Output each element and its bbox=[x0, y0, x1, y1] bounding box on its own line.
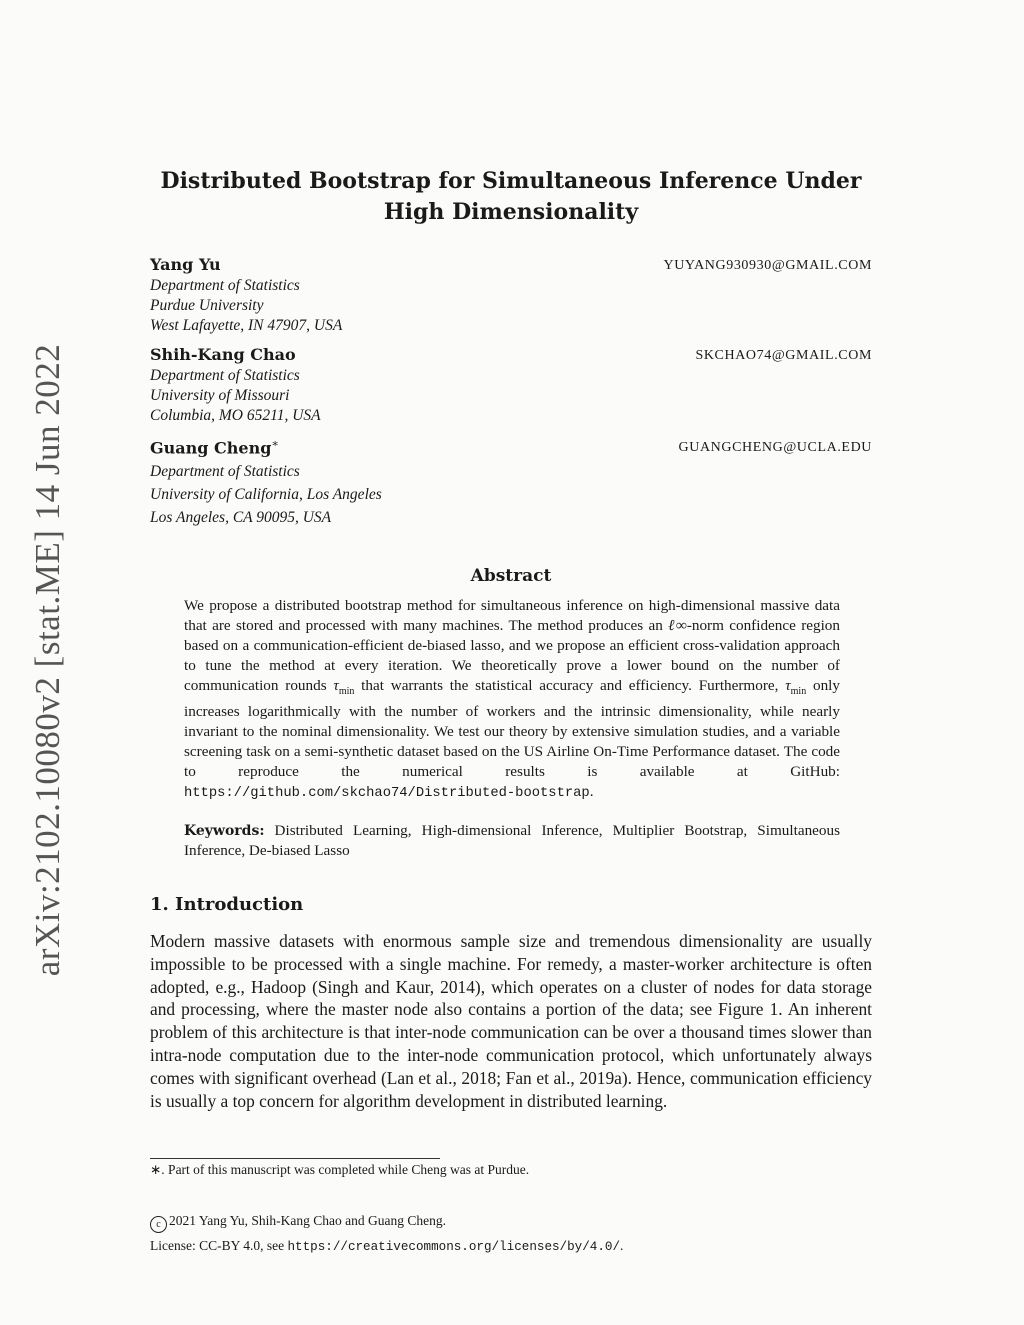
copyright-text: 2021 Yang Yu, Shih-Kang Chao and Guang Cheng. bbox=[169, 1213, 446, 1228]
github-link[interactable]: https://github.com/skchao74/Distributed-bootstrap bbox=[184, 786, 590, 802]
author-name-text: Guang Cheng bbox=[150, 438, 272, 458]
author-email[interactable]: SKCHAO74@GMAIL.COM bbox=[695, 348, 872, 363]
title-line-1: Distributed Bootstrap for Simultaneous Inference Under bbox=[160, 168, 862, 194]
affiliation-line: Department of Statistics bbox=[150, 277, 300, 294]
affiliation-line: University of California, Los Angeles bbox=[150, 486, 382, 503]
footnote-divider bbox=[150, 1158, 440, 1159]
section-heading: 1. Introduction bbox=[150, 894, 304, 915]
footnote-mark: ∗ bbox=[271, 437, 279, 450]
abstract-text-part: only increases logarithmically with the number of workers and the intrinsic dimensionality, while nearly invariant to the nominal dimensionality. We test our theory by extensive simulation studies, and a variable screening task on a semi-synthetic dataset based on the US Airline On-Time Performance dataset. The code to reproduce the numerical results is available at GitHub: bbox=[184, 677, 840, 781]
abstract-text-part: We propose a distributed bootstrap method for simultaneous inference on high-dimensional massive data that are stored and processed with many machines. The method produces an bbox=[184, 597, 840, 634]
license-text: License: CC-BY 4.0, see bbox=[150, 1238, 288, 1253]
copyright-notice bbox=[150, 1213, 446, 1233]
author-affiliation bbox=[150, 366, 321, 426]
tau-symbol: τ bbox=[785, 677, 791, 694]
affiliation-line: Department of Statistics bbox=[150, 367, 300, 384]
author-name bbox=[150, 437, 279, 457]
license-notice bbox=[150, 1238, 623, 1254]
keywords-label: Keywords: bbox=[184, 823, 265, 839]
abstract-text-part: that warrants the statistical accuracy and efficiency. Furthermore, bbox=[354, 677, 786, 694]
abstract-text-part: . bbox=[589, 783, 594, 801]
min-subscript: min bbox=[790, 686, 807, 698]
affiliation-line: West Lafayette, IN 47907, USA bbox=[150, 317, 343, 334]
affiliation-line: Department of Statistics bbox=[150, 463, 300, 480]
linf-symbol: ℓ∞ bbox=[668, 617, 687, 634]
affiliation-line: University of Missouri bbox=[150, 387, 290, 404]
author-name: Yang Yu bbox=[150, 255, 221, 274]
keywords-text: Distributed Learning, High-dimensional Inference, Multiplier Bootstrap, Simultaneous Inference, De-biased Lasso bbox=[184, 822, 840, 859]
license-text: . bbox=[620, 1238, 624, 1253]
keywords bbox=[184, 821, 840, 861]
affiliation-line: Columbia, MO 65211, USA bbox=[150, 407, 321, 424]
author-email[interactable]: YUYANG930930@GMAIL.COM bbox=[663, 258, 872, 273]
author-affiliation bbox=[150, 276, 342, 336]
affiliation-line: Purdue University bbox=[150, 297, 264, 314]
abstract-body bbox=[184, 596, 840, 804]
author-email[interactable]: GUANGCHENG@UCLA.EDU bbox=[678, 440, 872, 455]
title-line-2: High Dimensionality bbox=[383, 199, 639, 225]
copyright-icon: c bbox=[150, 1216, 167, 1233]
affiliation-line: Los Angeles, CA 90095, USA bbox=[150, 509, 332, 526]
arxiv-identifier: arXiv:2102.10080v2 [stat.ME] 14 Jun 2022 bbox=[28, 343, 67, 977]
author-affiliation bbox=[150, 460, 382, 529]
footnote: ∗. Part of this manuscript was completed while Cheng was at Purdue. bbox=[150, 1162, 530, 1177]
introduction-paragraph: Modern massive datasets with enormous sample size and tremendous dimensionality are usually impossible to be processed with a single machine. For remedy, a master-worker architecture is often adopted, e.g., Hadoop (Singh and Kaur, 2014), which operates on a cluster of nodes for data storage and processing, where the master node also contains a portion of the data; see Figure 1. An inherent problem of this architecture is that inter-node communication can be over a thousand times slower than intra-node computation due to the inter-node communication protocol, which unfortunately always comes with significant overhead (Lan et al., 2018; Fan et al., 2019a). Hence, communication efficiency is usually a top concern for algorithm development in distributed learning. bbox=[150, 931, 872, 1111]
author-name: Shih-Kang Chao bbox=[150, 345, 296, 364]
paper-title bbox=[150, 166, 872, 228]
abstract-heading: Abstract bbox=[470, 566, 552, 586]
license-link[interactable]: https://creativecommons.org/licenses/by/4.0/ bbox=[287, 1240, 621, 1254]
abstract-text-part: -norm confidence region based on a communication-efficient de-biased lasso, and we propose an efficient cross-validation approach to tune the method at every iteration. We theoretically prove a lower bound on the number of communication rounds bbox=[184, 617, 840, 694]
min-subscript: min bbox=[338, 686, 355, 698]
tau-symbol: τ bbox=[333, 677, 339, 694]
